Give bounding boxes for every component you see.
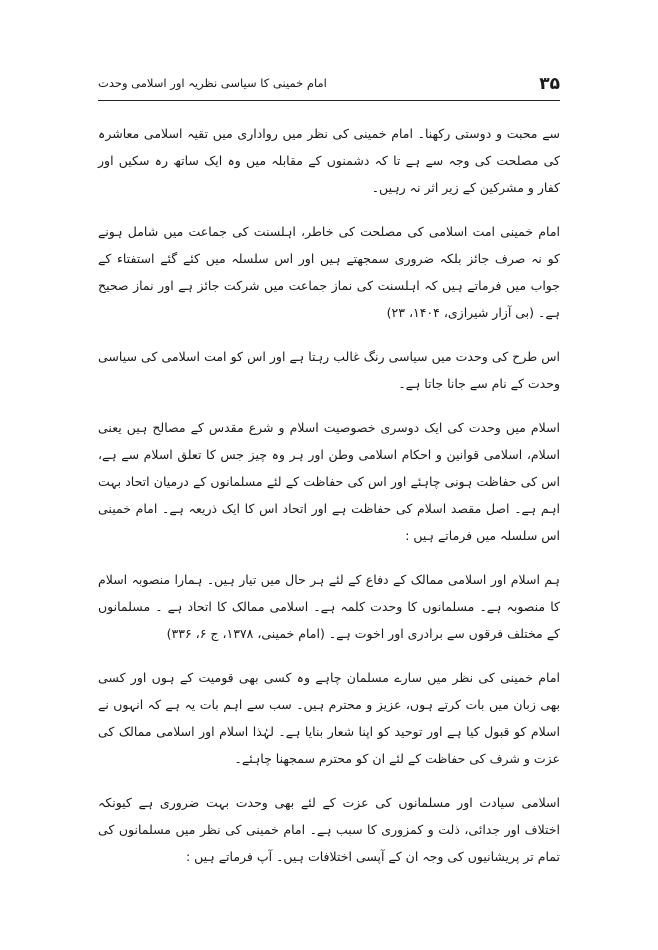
page-header	[98, 68, 560, 101]
page-number: ۳۵	[539, 74, 560, 94]
paragraph: اسلام میں وحدت کی ایک دوسری خصوصیت اسلام و شرع مقدس کے مصالح ہیں یعنی اسلام، اسلامی قوانین و احکام اسلامی وطن اور ہر وہ چیز جس کا تعلق اسلام سے ہے، اس کی حفاظت ہونی چاہئے اور اس کی حفاظت کے لئے مسلمانوں کے درمیان اتحاد بہت اہم ہے۔ اصل مقصد اسلام کی حفاظت ہے اور اتحاد اس کا ایک ذریعہ ہے۔ امام خمینی اس سلسلہ میں فرماتے ہیں :	[98, 420, 560, 543]
paragraph: امام خمینی امت اسلامی کی مصلحت کی خاطر، اہلسنت کی جماعت میں شامل ہونے کو نہ صرف جائز بلکہ ضروری سمجھتے ہیں اور اس سلسلہ میں کئے گئے استفتاء کے جواب میں فرماتے ہیں کہ اہلسنت کی نماز جماعت میں شرکت جائز ہے اور نماز صحیح ہے۔ (بی آزار شیرازی، ۱۴۰۴، ۲۳)	[98, 224, 560, 320]
paragraph: سے محبت و دوستی رکھنا۔ امام خمینی کی نظر میں رواداری میں تقیہ اسلامی معاشرہ کی مصلحت کی وجہ سے ہے تا کہ دشمنوں کے مقابلہ میں وہ ایک ساتھ رہ سکیں اور کفار و مشرکین کے زیر اثر نہ رہیں۔	[98, 126, 560, 195]
body-text	[98, 120, 560, 887]
paragraph: امام خمینی کی نظر میں سارے مسلمان چاہے وہ کسی بھی قومیت کے ہوں اور کسی بھی زبان میں بات کرتے ہوں، عزیز و محترم ہیں۔ سب سے اہم بات یہ ہے کہ انہوں نے اسلام کو قبول کیا ہے اور توحید کو اپنا شعار بنایا ہے۔ لہٰذا اسلام اور اسلامی ممالک کی عزت و شرف کی حفاظت کے لئے ان کو محترم سمجھنا چاہئے۔	[98, 670, 560, 766]
paragraph: اسلامی سیادت اور مسلمانوں کی عزت کے لئے بھی وحدت بہت ضروری ہے کیونکہ اختلاف اور جدائی، ذلت و کمزوری کا سبب ہے۔ امام خمینی کی نظر میں مسلمانوں کی تمام تر پریشانیوں کی وجہ ان کے آپسی اختلافات ہیں۔ آپ فرماتے ہیں :	[98, 795, 560, 864]
running-title: امام خمینی کا سیاسی نظریہ اور اسلامی وحدت	[98, 76, 327, 90]
paragraph: اس طرح کی وحدت میں سیاسی رنگ غالب رہتا ہے اور اس کو امت اسلامی کی سیاسی وحدت کے نام سے جانا جاتا ہے۔	[98, 349, 560, 391]
quote-paragraph: ہم اسلام اور اسلامی ممالک کے دفاع کے لئے ہر حال میں تیار ہیں۔ ہمارا منصوبہ اسلام کا منصوبہ ہے۔ مسلمانوں کا وحدت کلمہ ہے۔ اسلامی ممالک کا اتحاد ہے ۔ مسلمانوں کے مختلف فرقوں سے برادری اور اخوت ہے۔ (امام خمینی، ۱۳۷۸، ج ۶، ۳۳۶)	[98, 572, 560, 641]
